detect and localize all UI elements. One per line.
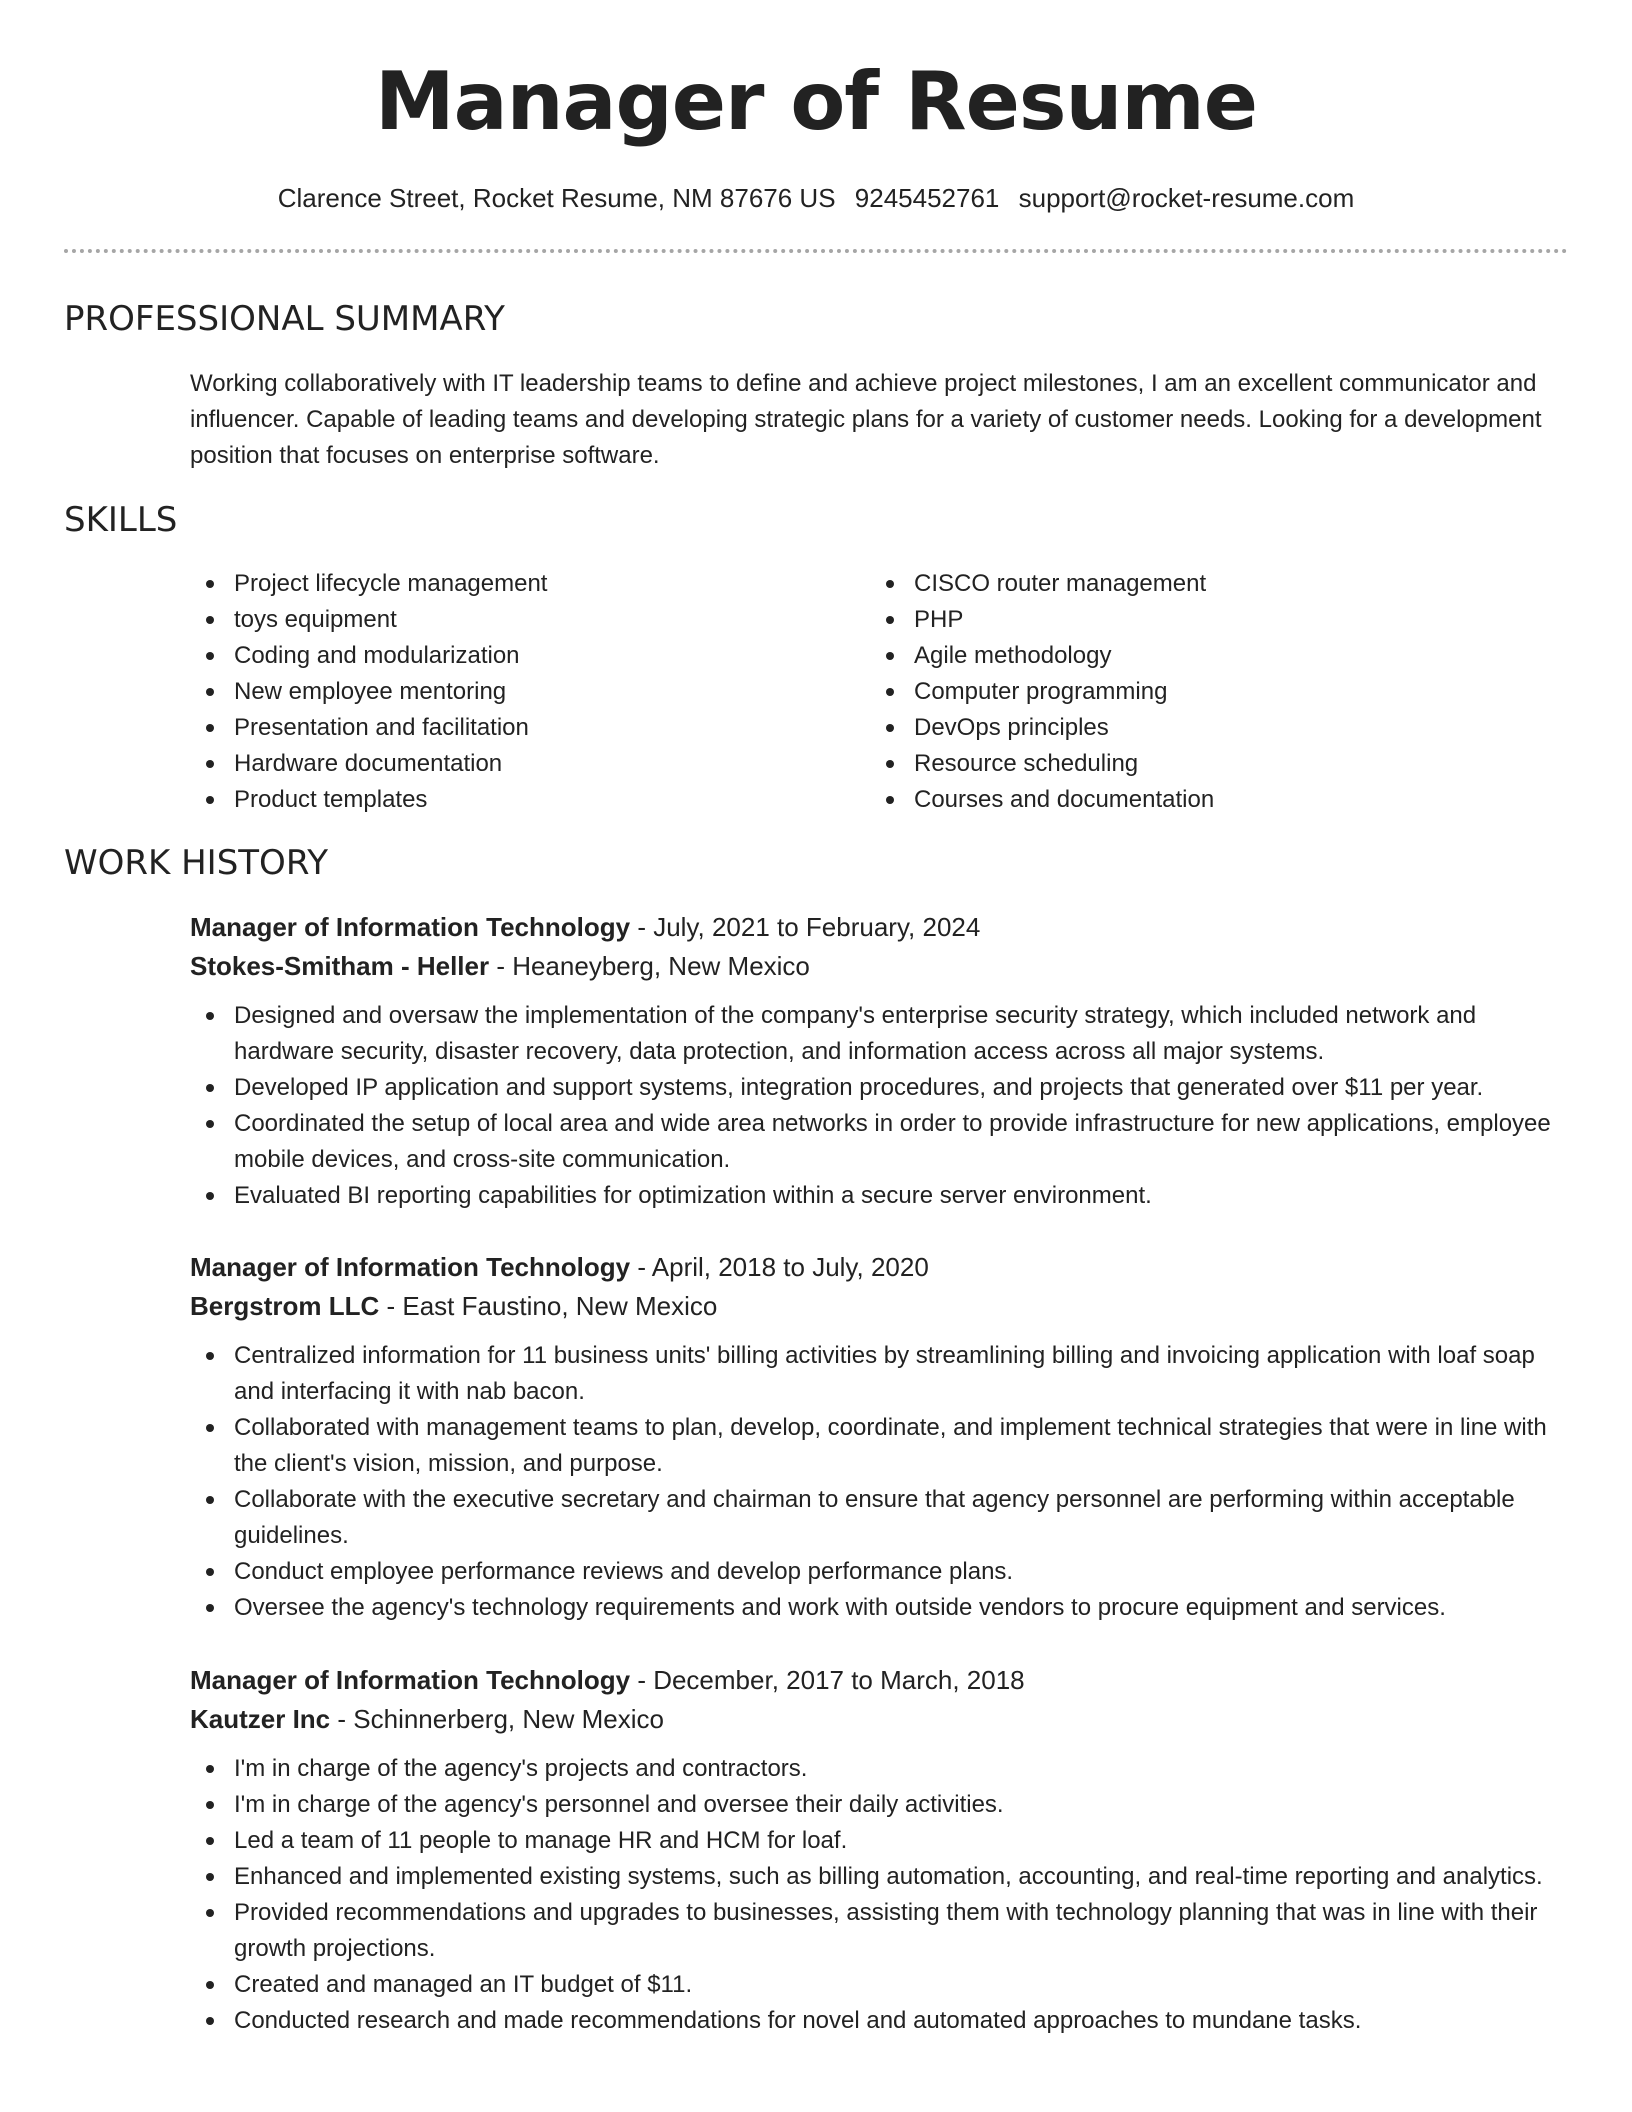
skill-item: Computer programming	[870, 674, 1550, 710]
job-duty: Enhanced and implemented existing systems, such as billing automation, accounting, and real-time reporting and analytics.	[190, 1859, 1568, 1895]
job-dates: - April, 2018 to July, 2020	[630, 1252, 929, 1282]
skills-list-left	[190, 566, 870, 818]
skill-item: Courses and documentation	[870, 782, 1550, 818]
job-company-line	[190, 947, 1568, 986]
job-duty: Coordinated the setup of local area and wide area networks in order to provide infrastructure for new applications, employee mobile devices, and cross-site communication.	[190, 1106, 1568, 1178]
skills-grid	[190, 566, 1560, 818]
job-entry	[190, 1661, 1568, 2039]
job-duties	[190, 1338, 1568, 1626]
skill-item: CISCO router management	[870, 566, 1550, 602]
job-duty: Collaborate with the executive secretary and chairman to ensure that agency personnel are performing within acceptable guidelines.	[190, 1482, 1568, 1554]
job-duty: Developed IP application and support systems, integration procedures, and projects that generated over $11 per year.	[190, 1070, 1568, 1106]
job-duties	[190, 998, 1568, 1214]
job-duty: Evaluated BI reporting capabilities for optimization within a secure server environment.	[190, 1178, 1568, 1214]
skill-item: Product templates	[190, 782, 870, 818]
job-duty: Conducted research and made recommendations for novel and automated approaches to mundane tasks.	[190, 2003, 1568, 2039]
skill-item: DevOps principles	[870, 710, 1550, 746]
job-duty: Led a team of 11 people to manage HR and HCM for loaf.	[190, 1823, 1568, 1859]
skill-item: Project lifecycle management	[190, 566, 870, 602]
job-duty: Centralized information for 11 business units' billing activities by streamlining billing and invoicing application with loaf soap and interfacing it with nab bacon.	[190, 1338, 1568, 1410]
skill-item: Resource scheduling	[870, 746, 1550, 782]
job-dates: - December, 2017 to March, 2018	[630, 1665, 1025, 1695]
contact-address: Clarence Street, Rocket Resume, NM 87676 US	[277, 183, 836, 213]
resume-name: Manager of Resume	[374, 55, 1258, 148]
job-duty: Conduct employee performance reviews and develop performance plans.	[190, 1554, 1568, 1590]
job-title: Manager of Information Technology	[190, 1252, 631, 1282]
contact-line	[64, 180, 1568, 216]
skill-item: PHP	[870, 602, 1550, 638]
skill-item: New employee mentoring	[190, 674, 870, 710]
skills-list-right	[870, 566, 1550, 818]
job-entry	[190, 1248, 1568, 1626]
job-dates: - July, 2021 to February, 2024	[630, 912, 981, 942]
job-location: - Heaneyberg, New Mexico	[489, 951, 810, 981]
skill-item: Presentation and facilitation	[190, 710, 870, 746]
job-title-line	[190, 1661, 1568, 1700]
header-divider	[64, 249, 1568, 253]
job-location: - East Faustino, New Mexico	[379, 1291, 718, 1321]
skill-item: Coding and modularization	[190, 638, 870, 674]
summary-text: Working collaboratively with IT leadership teams to define and achieve project milestones, I am an excellent communicator and influencer. Capable of leading teams and developing strategic plans for a variety of customer needs. Looking for a development position that focuses on enterprise software.	[190, 370, 1542, 469]
job-duty: I'm in charge of the agency's personnel and oversee their daily activities.	[190, 1787, 1568, 1823]
skill-item: Hardware documentation	[190, 746, 870, 782]
job-duty: Created and managed an IT budget of $11.	[190, 1967, 1568, 2003]
job-location: - Schinnerberg, New Mexico	[330, 1704, 664, 1734]
skills-heading: SKILLS	[64, 500, 178, 540]
work-history-heading: WORK HISTORY	[64, 843, 329, 883]
job-title: Manager of Information Technology	[190, 1665, 631, 1695]
job-duty: Oversee the agency's technology requirements and work with outside vendors to procure equipment and services.	[190, 1590, 1568, 1626]
job-duty: Collaborated with management teams to plan, develop, coordinate, and implement technical strategies that were in line with the client's vision, mission, and purpose.	[190, 1410, 1568, 1482]
job-company-line	[190, 1287, 1568, 1326]
skill-item: Agile methodology	[870, 638, 1550, 674]
job-title-line	[190, 1248, 1568, 1287]
job-duty: Designed and oversaw the implementation of the company's enterprise security strategy, which included network and hardware security, disaster recovery, data protection, and information access across all major systems.	[190, 998, 1568, 1070]
summary-heading: PROFESSIONAL SUMMARY	[64, 299, 505, 339]
job-title-line	[190, 908, 1568, 947]
job-company: Kautzer Inc	[190, 1704, 331, 1734]
job-duties	[190, 1751, 1568, 2039]
job-duty: I'm in charge of the agency's projects and contractors.	[190, 1751, 1568, 1787]
job-company: Stokes-Smitham - Heller	[190, 951, 490, 981]
skill-item: toys equipment	[190, 602, 870, 638]
job-title: Manager of Information Technology	[190, 912, 631, 942]
job-entry	[190, 908, 1568, 1214]
contact-phone: 9245452761	[854, 183, 1000, 213]
job-duty: Provided recommendations and upgrades to businesses, assisting them with technology planning that was in line with their growth projections.	[190, 1895, 1568, 1967]
job-company: Bergstrom LLC	[190, 1291, 380, 1321]
contact-email: support@rocket-resume.com	[1018, 183, 1355, 213]
job-company-line	[190, 1700, 1568, 1739]
